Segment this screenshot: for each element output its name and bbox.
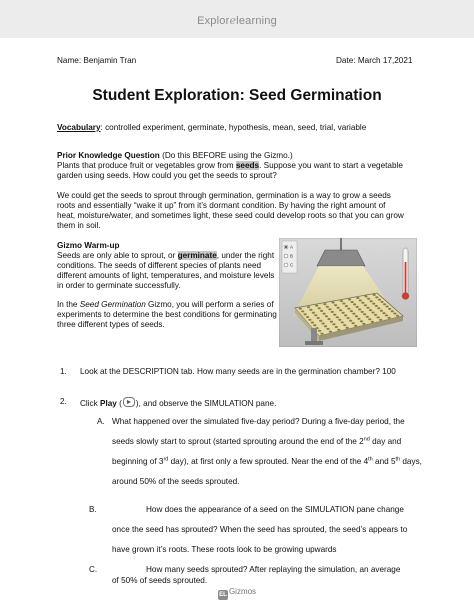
part-b-line-3: have grown it’s roots. These roots look to be growing upwards	[112, 545, 337, 554]
seed	[308, 319, 311, 321]
seed	[380, 301, 383, 303]
warmup-line-3: different amounts of light, temperatures, and moisture levels	[57, 271, 275, 280]
seed	[323, 303, 326, 305]
gizmos-logo: EL Gizmos	[219, 587, 257, 598]
seed	[373, 294, 376, 296]
seed	[370, 300, 373, 302]
seed	[377, 307, 380, 309]
seed	[361, 302, 364, 304]
seed	[331, 311, 334, 313]
seed	[347, 317, 350, 319]
seed	[318, 330, 321, 332]
question-1-number: 1.	[60, 367, 67, 376]
seed	[342, 312, 345, 314]
seed	[313, 324, 316, 326]
seed	[369, 309, 372, 311]
seed	[325, 315, 328, 317]
seed	[396, 315, 399, 317]
radio-label-c: C	[290, 262, 294, 268]
seed	[386, 306, 389, 308]
seed	[326, 306, 329, 308]
seed	[328, 308, 331, 310]
seed	[362, 323, 365, 325]
seed	[348, 299, 351, 301]
seed	[314, 314, 317, 316]
answer-line-3: heat, moisture/water, and sometimes light, these seed could develop roots so that you can grow	[57, 211, 404, 220]
seed	[335, 326, 338, 328]
seed	[346, 327, 349, 329]
seed	[340, 300, 343, 302]
warmup-line-1: Seeds are only able to sprout, or germinate, under the right	[57, 251, 275, 260]
seed	[355, 315, 358, 317]
seed	[391, 310, 394, 312]
prior-question-line-1: Plants that produce fruit or vegetables grow from seeds. Suppose you want to start a vegetable	[57, 161, 403, 170]
seed	[330, 321, 333, 323]
seed	[318, 307, 321, 309]
answer-line-2: roots and essentially “wake it up” from it’s dormant condition. By having the right amount of	[57, 201, 386, 210]
seed	[385, 314, 388, 316]
seed	[306, 316, 309, 318]
seed	[349, 320, 352, 322]
part-a-line-3: beginning of 3rd day), at first only a few sprouted. Near the end of the 4th and 5th days,	[112, 456, 422, 466]
seed	[317, 317, 320, 319]
seed	[337, 307, 340, 309]
explorelearning-logo: Explorelearning	[197, 14, 277, 27]
prior-heading: Prior Knowledge Question (Do this BEFORE using the Gizmo.)	[57, 151, 293, 160]
seed	[309, 309, 312, 311]
seed	[368, 318, 371, 320]
seed	[382, 312, 385, 314]
seed	[326, 328, 329, 330]
seed	[375, 296, 378, 298]
seed	[301, 310, 304, 312]
answer-line-4: them in soil.	[57, 221, 101, 230]
seed	[372, 303, 375, 305]
seed	[339, 309, 342, 311]
seed	[337, 329, 340, 331]
seed	[311, 322, 314, 324]
seed	[327, 318, 330, 320]
seed	[345, 305, 348, 307]
seed	[307, 306, 310, 308]
seed	[383, 303, 386, 305]
seed	[320, 310, 323, 312]
part-a-label: A.	[97, 417, 105, 426]
seed	[323, 313, 326, 315]
part-a-line-2: seeds slowly start to sprout (started sprouting around the end of the 2nd day and	[112, 436, 402, 446]
answer-line-1: We could get the seeds to sprout through germination, germination is a way to grow a seeds	[57, 191, 391, 200]
seed	[352, 313, 355, 315]
seed	[324, 325, 327, 327]
seed	[374, 314, 377, 316]
seed	[380, 310, 383, 312]
seed	[352, 322, 355, 324]
seed	[344, 314, 347, 316]
date: Date: March 17,2021	[336, 56, 413, 65]
part-c-label: C.	[89, 565, 98, 574]
seed	[341, 321, 344, 323]
seed	[351, 301, 354, 303]
warmup-line-4: in order to germinate successfully.	[57, 281, 181, 290]
seed	[359, 299, 362, 301]
seed	[336, 316, 339, 318]
seed	[388, 308, 391, 310]
part-a-line-1: What happened over the simulated five-day period? During a five-day period, the	[112, 417, 405, 426]
seed	[347, 308, 350, 310]
warmup-para2-line-2: experiments to determine the best conditions for germinating	[57, 310, 277, 319]
gizmos-badge-icon: EL	[219, 592, 227, 598]
seed	[393, 313, 396, 315]
seed	[357, 318, 360, 320]
prior-question-line-2: garden using seeds. How could you get the seeds to sprout?	[57, 171, 277, 180]
part-c-line-1: How many seeds sprouted? After replaying the simulation, an average	[146, 565, 401, 574]
seed	[363, 313, 366, 315]
part-b-line-2: once the seed has sprouted? When the seed has sprouted, the seed’s appears to	[112, 525, 408, 534]
warmup-para2-line-1: In the Seed Germination Gizmo, you will perform a series of	[57, 300, 274, 309]
seed	[322, 323, 325, 325]
seed	[361, 311, 364, 313]
warmup-heading: Gizmo Warm-up	[57, 241, 120, 250]
seed	[334, 304, 337, 306]
question-1-text: Look at the DESCRIPTION tab. How many seeds are in the germination chamber? 100	[80, 367, 396, 376]
seed	[366, 316, 369, 318]
seed	[332, 323, 335, 325]
part-a-line-4: around 50% of the seeds sprouted.	[112, 477, 240, 486]
seed	[350, 310, 353, 312]
warmup-line-2: conditions. The seeds of different species of plants need	[57, 261, 262, 270]
question-2-number: 2.	[60, 397, 67, 406]
seed	[342, 303, 345, 305]
seed	[379, 319, 382, 321]
play-icon	[123, 397, 135, 407]
question-2-text: Click Play ( ), and observe the SIMULATION pane.	[80, 399, 277, 408]
seed	[388, 317, 391, 319]
seed	[304, 313, 307, 315]
seed	[356, 297, 359, 299]
part-b-line-1: How does the appearance of a seed on the SIMULATION pane change	[146, 505, 404, 514]
seed	[312, 312, 315, 314]
seed	[367, 298, 370, 300]
seed	[377, 316, 380, 318]
seed	[356, 306, 359, 308]
gizmo-screenshot	[279, 238, 417, 347]
seed	[375, 305, 378, 307]
seed	[299, 308, 302, 310]
radio-label-a: A	[290, 244, 294, 250]
seed	[329, 331, 332, 333]
seed	[372, 312, 375, 314]
seed	[333, 314, 336, 316]
seed	[358, 308, 361, 310]
page-title: Student Exploration: Seed Germination	[92, 87, 382, 104]
seed	[319, 320, 322, 322]
part-b-label: B.	[89, 505, 97, 514]
warmup-para2-line-3: three different types of seeds.	[57, 320, 165, 329]
seed	[353, 303, 356, 305]
part-c-line-2: of 50% of seeds sprouted.	[112, 576, 208, 585]
seed	[371, 321, 374, 323]
seed	[360, 320, 363, 322]
seed	[343, 324, 346, 326]
seed	[366, 307, 369, 309]
seed	[364, 295, 367, 297]
seed	[378, 299, 381, 301]
seed	[315, 305, 318, 307]
student-name: Name: Benjamin Tran	[57, 56, 137, 65]
seed	[332, 302, 335, 304]
seed	[364, 304, 367, 306]
seed	[320, 333, 323, 335]
radio-label-b: B	[290, 253, 294, 259]
seed	[354, 325, 357, 327]
seed	[338, 319, 341, 321]
vocabulary-line: Vocabulary: controlled experiment, germinate, hypothesis, mean, seed, trial, variable	[57, 123, 367, 132]
